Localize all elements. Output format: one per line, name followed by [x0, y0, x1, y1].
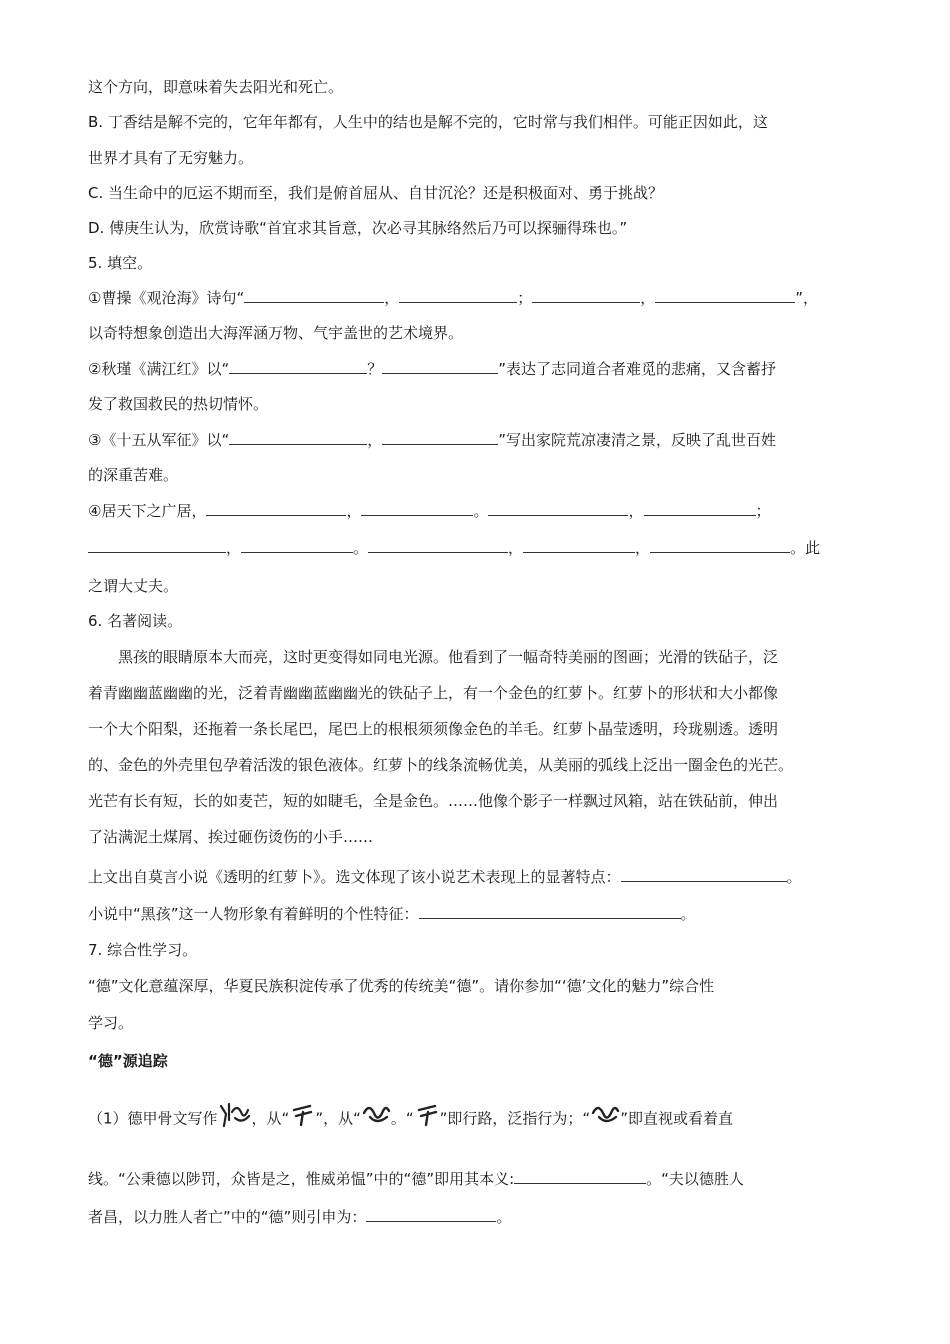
q5-item3-line1 — [88, 429, 776, 451]
question-6-title: 6. 名著阅读。 — [88, 612, 183, 630]
answer-blank[interactable] — [523, 537, 635, 553]
punctuation: ？ — [367, 360, 383, 378]
answer-blank[interactable] — [644, 500, 756, 516]
excerpt-line: 了沾满泥土煤屑、挨过砸伤烫伤的小手…… — [88, 828, 374, 846]
punctuation: ”，从“ — [315, 1109, 361, 1128]
q6-subquestion-2 — [88, 903, 696, 925]
answer-blank[interactable] — [650, 537, 790, 553]
punctuation: ， — [367, 431, 383, 449]
answer-blank[interactable] — [361, 500, 473, 516]
excerpt-line: 的、金色的外壳里包孕着活泼的银色液体。红萝卜的线条流畅优美，从美丽的弧线上泛出一圈金色的光芒。 — [88, 756, 794, 774]
q5-item1-prompt: ①曹操《观沧海》诗句“ — [88, 289, 245, 307]
answer-blank[interactable] — [382, 358, 498, 374]
chi-radical-glyph — [289, 1101, 315, 1137]
q5-item4-prompt: ④居天下之广居， — [88, 502, 207, 520]
excerpt-line: 光芒有长有短，长的如麦芒，短的如睫毛，全是金色。……他像个影子一样飘过风箱，站在铁砧前，伸出 — [88, 792, 779, 810]
q5-item3-line2: 的深重苦难。 — [88, 466, 179, 484]
answer-blank[interactable] — [366, 1206, 496, 1222]
answer-blank[interactable] — [655, 287, 795, 303]
q5-item4-suffix: 。此 — [790, 539, 821, 557]
excerpt-line: 着青幽幽蓝幽幽的光，泛着青幽幽蓝幽幽光的铁砧子上，有一个金色的红萝卜。红萝卜的形状和大小都像 — [88, 684, 779, 702]
punctuation: ”， — [795, 289, 819, 307]
chi-radical-glyph — [414, 1101, 440, 1137]
punctuation: ，从“ — [251, 1109, 290, 1128]
q7-intro-line1: “德”文化意蕴深厚，华夏民族积淀传承了优秀的传统美“德”。请你参加“‘德’文化的魅力”综合性 — [88, 977, 715, 995]
q5-item4-line2 — [88, 537, 820, 559]
answer-blank[interactable] — [244, 287, 384, 303]
option-c: C. 当生命中的厄运不期而至，我们是俯首屈从、自甘沉沦？还是积极面对、勇于挑战？ — [88, 184, 664, 202]
q7-intro-line2: 学习。 — [88, 1014, 134, 1032]
punctuation: 。 — [786, 868, 802, 886]
punctuation: ， — [346, 502, 362, 520]
q5-item2-line1 — [88, 358, 776, 380]
q7-item1-line2 — [88, 1168, 744, 1190]
answer-blank[interactable] — [419, 903, 681, 919]
question-5-title: 5. 填空。 — [88, 254, 153, 272]
answer-blank[interactable] — [488, 500, 628, 516]
answer-blank[interactable] — [399, 287, 517, 303]
punctuation: ， — [226, 539, 242, 557]
punctuation: ， — [640, 289, 656, 307]
punctuation: 。“ — [390, 1109, 414, 1128]
punctuation: ， — [635, 539, 651, 557]
answer-blank[interactable] — [206, 500, 346, 516]
option-d: D. 傅庚生认为，欣赏诗歌“首宜求其旨意，次必寻其脉络然后乃可以探骊得珠也。” — [88, 219, 628, 237]
answer-blank[interactable] — [532, 287, 640, 303]
answer-blank[interactable] — [382, 429, 498, 445]
punctuation: 。 — [473, 502, 489, 520]
section-heading: “德”源追踪 — [88, 1052, 168, 1070]
punctuation: ， — [628, 502, 644, 520]
option-a-continuation: 这个方向，即意味着失去阳光和死亡。 — [88, 78, 344, 96]
q7-item1-line1 — [88, 1100, 733, 1138]
q7-item1-text: ”即行路，泛指行为；“ — [439, 1109, 591, 1128]
q5-item3-suffix: ”写出家院荒凉凄清之景，反映了乱世百姓 — [498, 431, 777, 449]
punctuation: 。 — [353, 539, 369, 557]
answer-blank[interactable] — [621, 866, 787, 882]
punctuation: ， — [384, 289, 400, 307]
q7-item1-prompt: 者昌，以力胜人者亡”中的“德”则引申为： — [88, 1208, 367, 1226]
answer-blank[interactable] — [88, 537, 226, 553]
q5-item4-line1 — [88, 500, 771, 522]
q5-item1-line1 — [88, 287, 818, 309]
oracle-bone-de-glyph — [218, 1100, 252, 1138]
q5-item2-suffix: ”表达了志同道合者难觅的悲痛，又含蓄抒 — [498, 360, 777, 378]
zhi-eye-glyph — [361, 1101, 391, 1137]
punctuation: ， — [508, 539, 524, 557]
answer-blank[interactable] — [368, 537, 508, 553]
option-b-line2: 世界才具有了无穷魅力。 — [88, 149, 254, 167]
q5-item3-prompt: ③《十五从军征》以“ — [88, 431, 230, 449]
option-b-line1: B. 丁香结是解不完的，它年年都有，人生中的结也是解不完的，它时常与我们相伴。可能正因如此，这 — [88, 113, 768, 131]
q5-item2-prompt: ②秋瑾《满江红》以“ — [88, 360, 230, 378]
question-7-title: 7. 综合性学习。 — [88, 941, 198, 959]
answer-blank[interactable] — [229, 429, 367, 445]
answer-blank[interactable] — [241, 537, 353, 553]
punctuation: ； — [755, 502, 771, 520]
q7-item1-text: ”即直视或看着直 — [620, 1109, 733, 1128]
excerpt-line: 黑孩的眼睛原本大而亮，这时更变得如同电光源。他看到了一幅奇特美丽的图画；光滑的铁砧子，泛 — [88, 648, 779, 666]
punctuation: 。 — [680, 905, 696, 923]
punctuation: ； — [517, 289, 533, 307]
q6-subquestion-1-prompt: 上文出自莫言小说《透明的红萝卜》。选文体现了该小说艺术表现上的显著特点： — [88, 868, 621, 886]
zhi-eye-glyph — [590, 1101, 620, 1137]
q5-item2-line2: 发了救国救民的热切情怀。 — [88, 395, 269, 413]
q6-subquestion-2-prompt: 小说中“黑孩”这一人物形象有着鲜明的个性特征： — [88, 905, 419, 923]
q7-item1-line3 — [88, 1206, 511, 1228]
q7-item1-suffix: 。“夫以德胜人 — [646, 1170, 744, 1188]
q7-item1-prompt: 线。“公秉德以陟罚，众皆是之，惟威弟愠”中的“德”即用其本义: — [88, 1170, 515, 1188]
q5-item4-line3: 之谓大丈夫。 — [88, 577, 179, 595]
punctuation: 。 — [496, 1208, 512, 1226]
q7-item1-prompt: （1）德甲骨文写作 — [88, 1109, 218, 1128]
q5-item1-line2: 以奇特想象创造出大海浑涵万物、气宇盖世的艺术境界。 — [88, 324, 464, 342]
q6-subquestion-1 — [88, 866, 802, 888]
excerpt-line: 一个大个阳梨，还拖着一条长尾巴，尾巴上的根根须须像金色的羊毛。红萝卜晶莹透明，玲珑剔透。透明 — [88, 720, 779, 738]
answer-blank[interactable] — [229, 358, 367, 374]
answer-blank[interactable] — [514, 1168, 646, 1184]
